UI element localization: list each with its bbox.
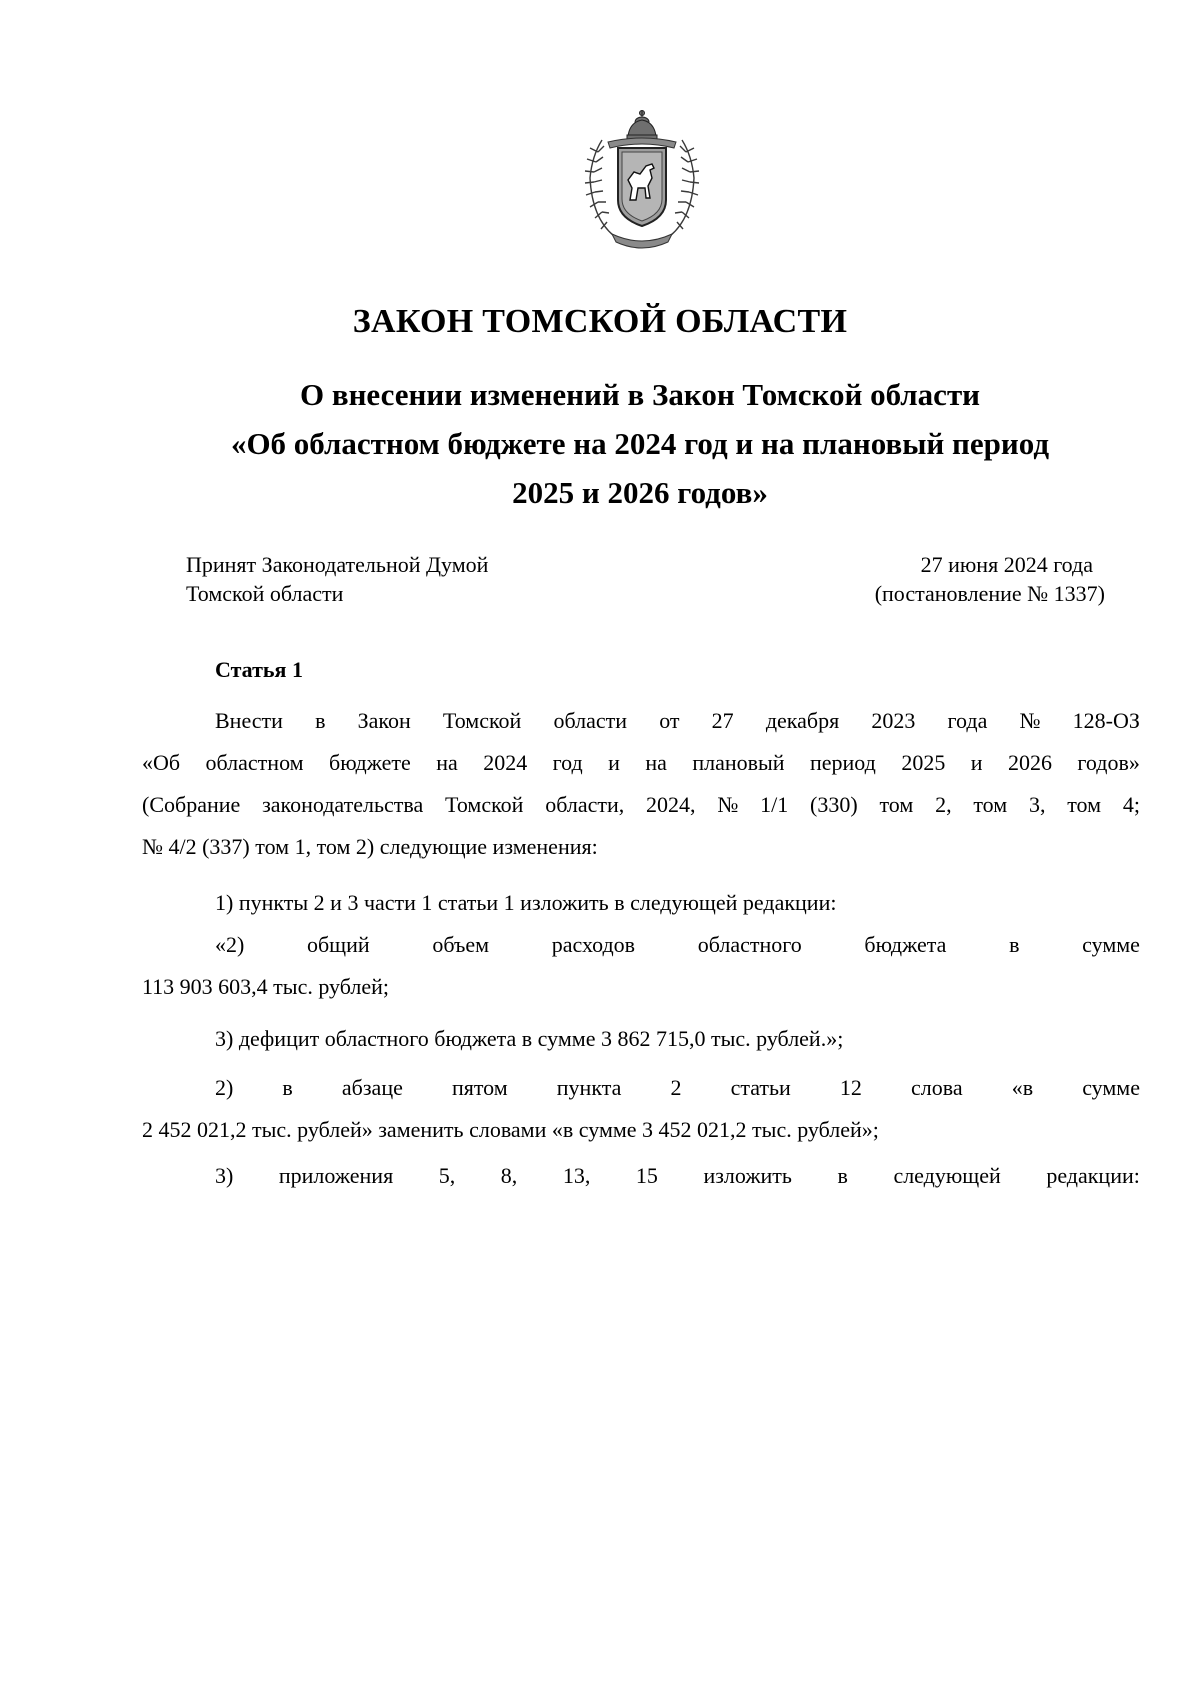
word: 2 bbox=[670, 1075, 682, 1100]
word: следующей bbox=[893, 1163, 1001, 1188]
word: общий bbox=[306, 932, 370, 957]
word: 2025 bbox=[901, 750, 946, 775]
word: Закон bbox=[357, 708, 411, 733]
word: «Об bbox=[142, 750, 181, 775]
word: редакции: bbox=[1046, 1163, 1140, 1188]
word: 4; bbox=[1122, 792, 1140, 817]
word: слова bbox=[911, 1075, 963, 1100]
word: области, bbox=[545, 792, 625, 817]
word: Томской bbox=[445, 792, 524, 817]
word: в bbox=[315, 708, 326, 733]
word: плановый bbox=[692, 750, 785, 775]
word: 13, bbox=[562, 1163, 591, 1188]
word: 5, bbox=[438, 1163, 456, 1188]
word: и bbox=[608, 750, 620, 775]
word: 27 bbox=[711, 708, 734, 733]
word: бюджете bbox=[329, 750, 411, 775]
word: 1/1 bbox=[760, 792, 789, 817]
word: областного bbox=[697, 932, 802, 957]
word: «в bbox=[1011, 1075, 1034, 1100]
justified-line bbox=[142, 742, 1140, 784]
word: период bbox=[810, 750, 876, 775]
paragraph-line: 1) пункты 2 и 3 части 1 статьи 1 изложить в следующей редакции: bbox=[215, 890, 837, 915]
word: «2) bbox=[215, 932, 245, 957]
resolution-number: (постановление № 1337) bbox=[874, 581, 1105, 606]
amendment-item-3 bbox=[142, 1155, 1140, 1197]
justified-line bbox=[142, 784, 1140, 826]
adopted-by-line: Томской области bbox=[186, 581, 344, 606]
adopted-by bbox=[186, 550, 488, 608]
paragraph-line: 2 452 021,2 тыс. рублей» заменить словами «в сумме 3 452 021,2 тыс. рублей»; bbox=[142, 1117, 879, 1142]
word: объем bbox=[432, 932, 490, 957]
word: том bbox=[879, 792, 914, 817]
word: 15 bbox=[635, 1163, 658, 1188]
paragraph-line: 113 903 603,4 тыс. рублей; bbox=[142, 974, 390, 999]
paragraph-line: № 4/2 (337) том 1, том 2) следующие изменения: bbox=[142, 834, 598, 859]
word: от bbox=[659, 708, 680, 733]
word: № bbox=[717, 792, 739, 817]
tomsk-coat-of-arms-icon bbox=[568, 108, 716, 256]
quoted-clause-2 bbox=[142, 924, 1140, 1008]
word: законодательства bbox=[262, 792, 424, 817]
amendment-item-1 bbox=[142, 882, 1140, 924]
title-line: О внесении изменений в Закон Томской области bbox=[299, 377, 981, 412]
title-line: 2025 и 2026 годов» bbox=[512, 475, 768, 510]
document-title bbox=[150, 370, 1130, 517]
word: приложения bbox=[278, 1163, 394, 1188]
document-type-heading: ЗАКОН ТОМСКОЙ ОБЛАСТИ bbox=[352, 303, 848, 340]
word: год bbox=[552, 750, 583, 775]
justified-line bbox=[142, 700, 1140, 742]
word: 2024 bbox=[483, 750, 528, 775]
word: 12 bbox=[839, 1075, 862, 1100]
word: № bbox=[1019, 708, 1041, 733]
word: сумме bbox=[1082, 932, 1140, 957]
word: в bbox=[282, 1075, 293, 1100]
word: на bbox=[645, 750, 667, 775]
word: годов» bbox=[1077, 750, 1140, 775]
quoted-clause-3 bbox=[142, 1018, 1140, 1060]
article-intro-paragraph bbox=[142, 700, 1140, 868]
word: 2024, bbox=[646, 792, 696, 817]
word: 2, bbox=[935, 792, 952, 817]
word: бюджета bbox=[864, 932, 947, 957]
word: 128-ОЗ bbox=[1072, 708, 1140, 733]
word: (Собрание bbox=[142, 792, 241, 817]
article-heading: Статья 1 bbox=[215, 657, 303, 682]
word: (330) bbox=[810, 792, 858, 817]
word: декабря bbox=[765, 708, 840, 733]
word: в bbox=[837, 1163, 848, 1188]
word: на bbox=[436, 750, 458, 775]
word: Томской bbox=[442, 708, 522, 733]
word: пункта bbox=[556, 1075, 622, 1100]
word: в bbox=[1009, 932, 1020, 957]
word: 2023 bbox=[871, 708, 916, 733]
justified-line bbox=[142, 924, 1140, 966]
word: года bbox=[947, 708, 988, 733]
word: 3, bbox=[1028, 792, 1046, 817]
word: расходов bbox=[551, 932, 636, 957]
word: Внести bbox=[215, 708, 283, 733]
justified-line bbox=[142, 1155, 1140, 1197]
title-line: «Об областном бюджете на 2024 год и на плановый период bbox=[230, 426, 1050, 461]
adopted-by-line: Принят Законодательной Думой bbox=[186, 552, 489, 577]
adoption-date: 27 июня 2024 года bbox=[920, 552, 1093, 577]
word: статьи bbox=[730, 1075, 791, 1100]
justified-line bbox=[142, 1067, 1140, 1109]
adoption-date-block bbox=[875, 550, 1105, 608]
word: изложить bbox=[703, 1163, 792, 1188]
word: и bbox=[970, 750, 983, 775]
word: 2) bbox=[215, 1075, 234, 1100]
word: 8, bbox=[500, 1163, 518, 1188]
word: 3) bbox=[215, 1163, 234, 1188]
word: 2026 bbox=[1007, 750, 1052, 775]
word: том bbox=[973, 792, 1008, 817]
word: сумме bbox=[1082, 1075, 1140, 1100]
paragraph-line: 3) дефицит областного бюджета в сумме 3 862 715,0 тыс. рублей.»; bbox=[215, 1026, 844, 1051]
word: области bbox=[553, 708, 628, 733]
word: абзаце bbox=[341, 1075, 403, 1100]
amendment-item-2 bbox=[142, 1067, 1140, 1151]
word: том bbox=[1067, 792, 1102, 817]
word: пятом bbox=[451, 1075, 508, 1100]
word: областном bbox=[205, 750, 304, 775]
